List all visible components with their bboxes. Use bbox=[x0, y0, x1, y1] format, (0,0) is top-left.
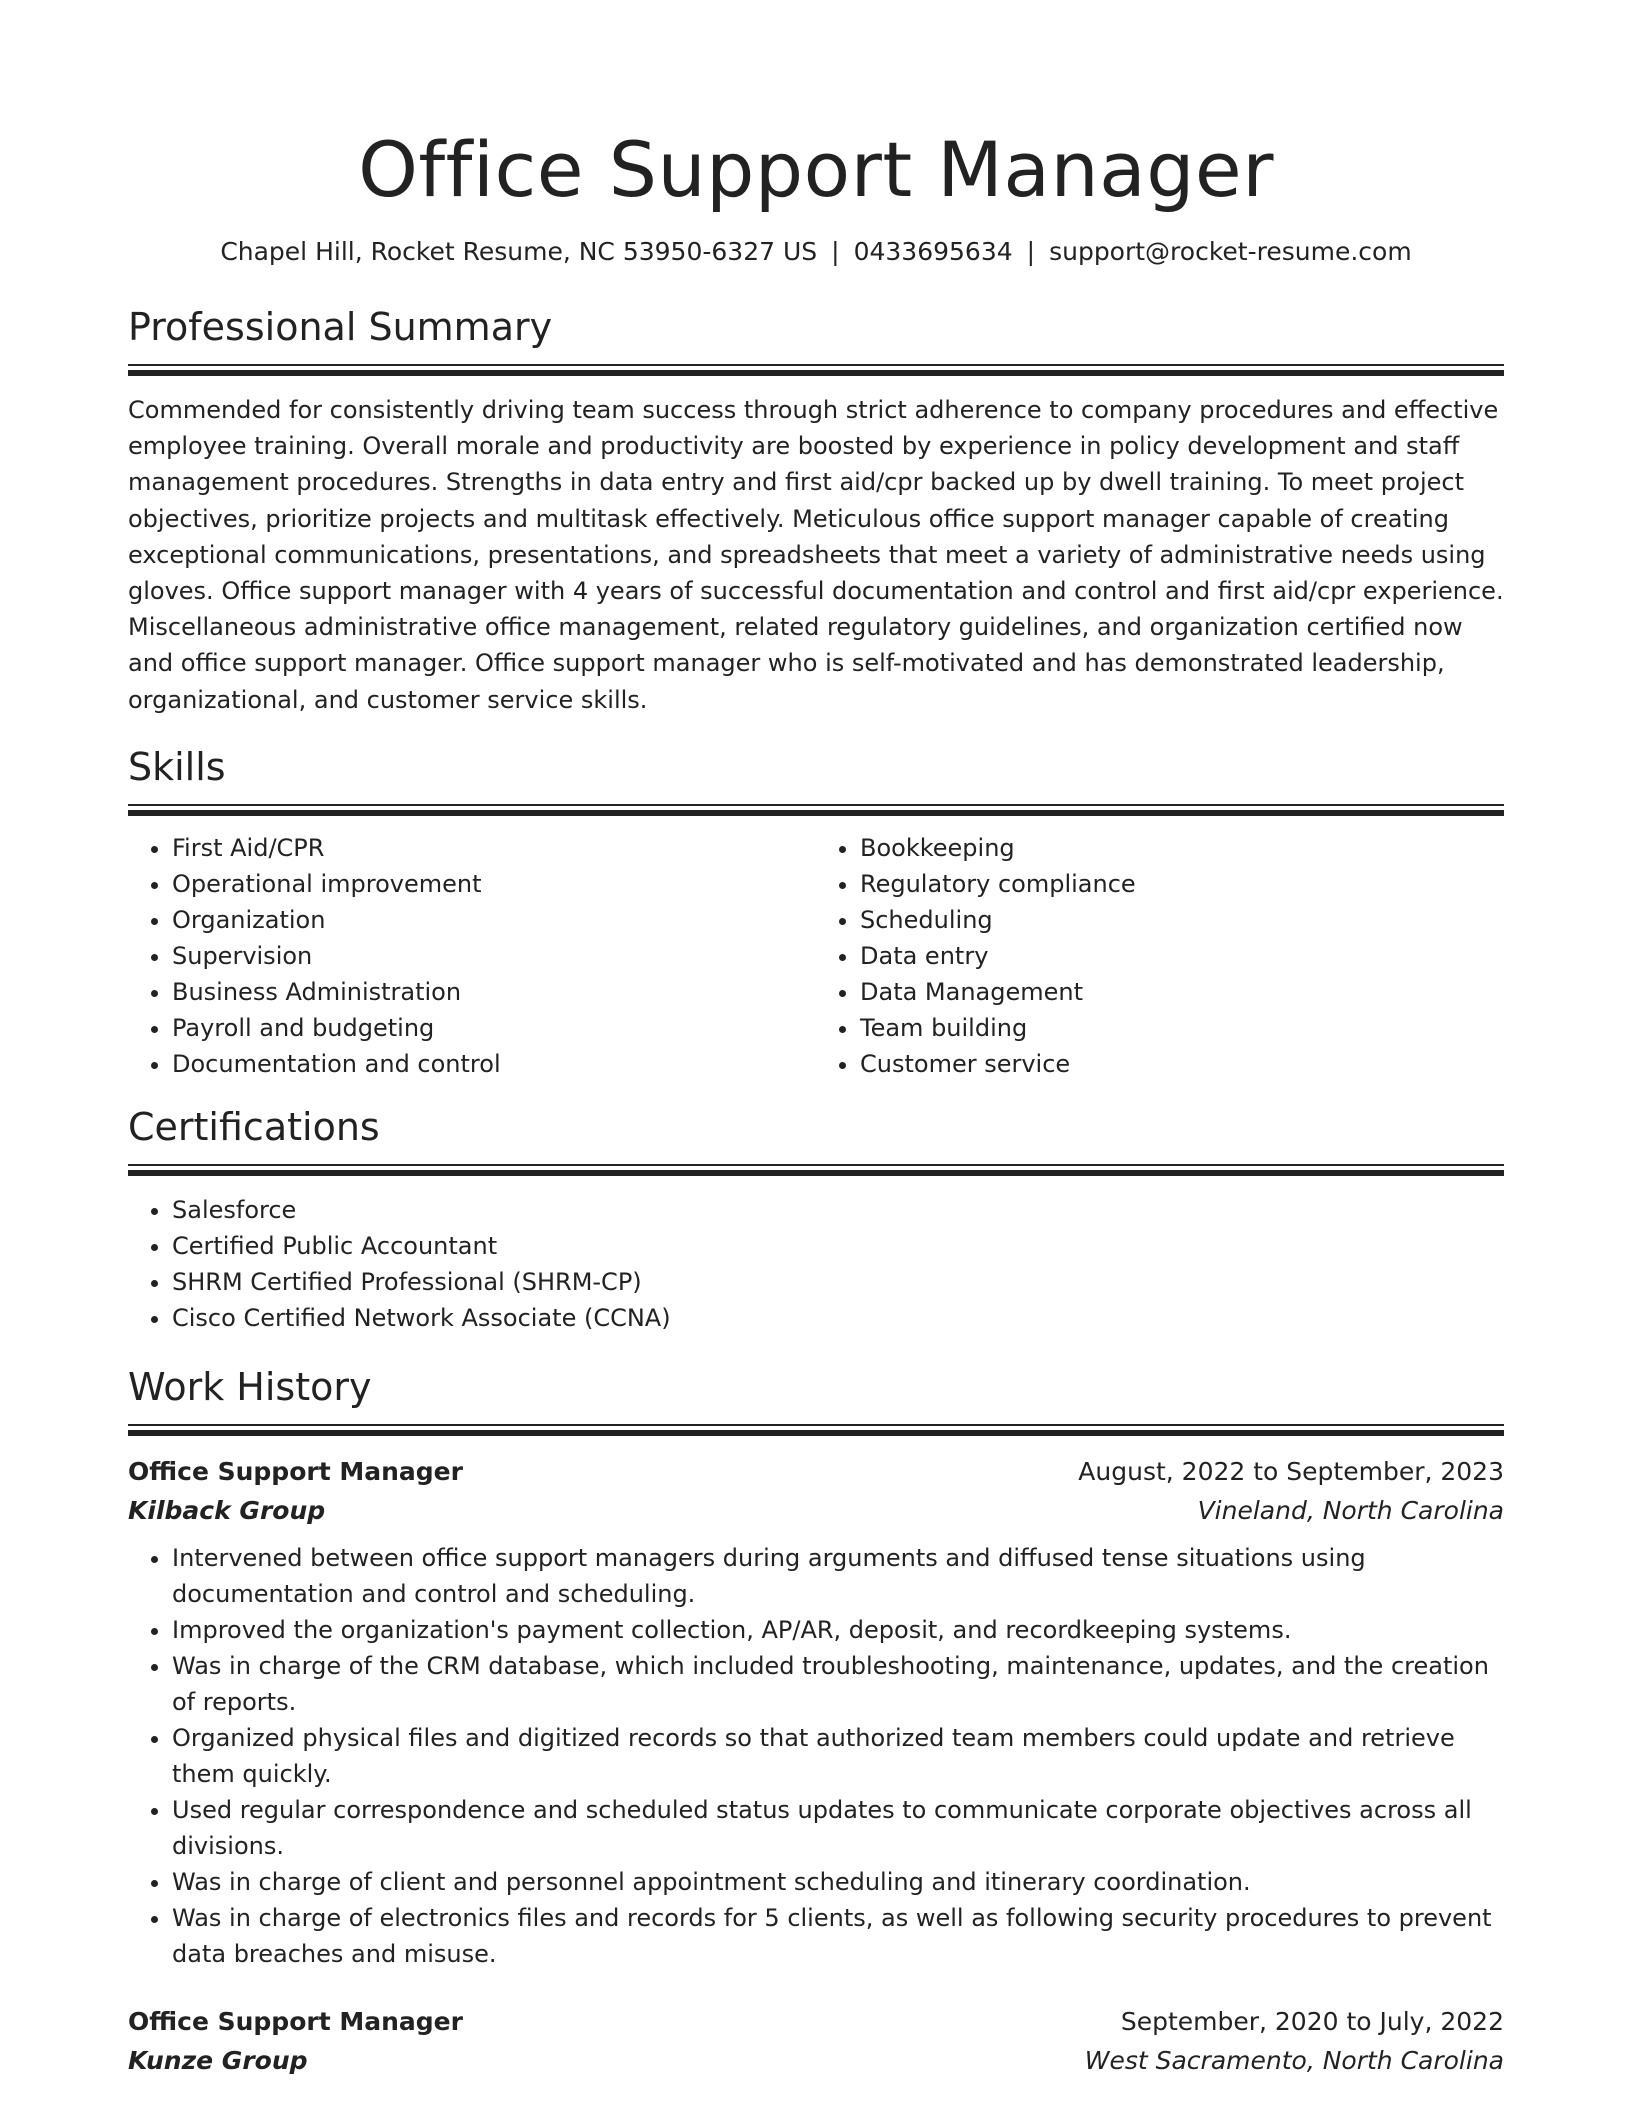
summary-text: Commended for consistently driving team success through strict adherence to company procedures and effective employee training. Overall morale and productivity are boosted by experience in policy development and staff management procedures. Strengths in data entry and first aid/cpr backed up by dwell training. To meet project objectives, prioritize projects and multitask effectively. Meticulous office support manager capable of creating exceptional communications, presentations, and spreadsheets that meet a variety of administrative needs using gloves. Office support manager with 4 years of successful documentation and control and first aid/cpr experience. Miscellaneous administrative office management, related regulatory guidelines, and organization certified now and office support manager. Office support manager who is self-motivated and has demonstrated leadership, organizational, and customer service skills. bbox=[128, 396, 1504, 714]
resume-page bbox=[128, 0, 1504, 2080]
skill-item: • Team building bbox=[860, 1010, 1504, 1046]
job-dates: August, 2022 to September, 2023 bbox=[1078, 1456, 1504, 1486]
skill-item: • Data Management bbox=[860, 974, 1504, 1010]
job-header bbox=[128, 2002, 1504, 2042]
job-subheader bbox=[128, 1492, 1504, 1530]
certification-item: • Salesforce bbox=[172, 1192, 1504, 1228]
job-header bbox=[128, 1452, 1504, 1492]
responsibility-item: • Was in charge of electronics files and records for 5 clients, as well as following security procedures to prevent data breaches and misuse. bbox=[172, 1900, 1504, 1972]
job-responsibilities bbox=[128, 1540, 1504, 1972]
skill-item: • Regulatory compliance bbox=[860, 866, 1504, 902]
skill-item: • Customer service bbox=[860, 1046, 1504, 1082]
skill-item: • Business Administration bbox=[172, 974, 816, 1010]
skills-section bbox=[128, 742, 1504, 1082]
responsibility-item: • Was in charge of client and personnel appointment scheduling and itinerary coordination. bbox=[172, 1864, 1504, 1900]
skill-item: • Operational improvement bbox=[172, 866, 816, 902]
job-entry bbox=[128, 1452, 1504, 1972]
job-entry bbox=[128, 2002, 1504, 2080]
job-company: Kunze Group bbox=[128, 2045, 308, 2075]
certification-item: • Certified Public Accountant bbox=[172, 1228, 1504, 1264]
skill-item: • Scheduling bbox=[860, 902, 1504, 938]
certification-item: • Cisco Certified Network Associate (CCNA) bbox=[172, 1300, 1504, 1336]
skill-item: • Organization bbox=[172, 902, 816, 938]
skill-item: • Payroll and budgeting bbox=[172, 1010, 816, 1046]
job-dates: September, 2020 to July, 2022 bbox=[1120, 2006, 1504, 2036]
skill-item: • Documentation and control bbox=[172, 1046, 816, 1082]
job-subheader bbox=[128, 2042, 1504, 2080]
job-company: Kilback Group bbox=[128, 1495, 326, 1525]
responsibility-item: • Organized physical files and digitized records so that authorized team members could update and retrieve them quickly. bbox=[172, 1720, 1504, 1792]
section-heading-work-history: Work History bbox=[128, 1364, 372, 1409]
responsibility-item: • Used regular correspondence and scheduled status updates to communicate corporate objectives across all divisions. bbox=[172, 1792, 1504, 1864]
job-location: Vineland, North Carolina bbox=[1197, 1495, 1504, 1525]
section-divider bbox=[128, 1164, 1504, 1176]
section-heading-skills: Skills bbox=[128, 744, 226, 789]
section-divider bbox=[128, 1424, 1504, 1436]
skill-item: • First Aid/CPR bbox=[172, 830, 816, 866]
section-heading-certifications: Certifications bbox=[128, 1104, 380, 1149]
work-history-section bbox=[128, 1362, 1504, 2080]
section-divider bbox=[128, 364, 1504, 376]
section-heading-summary: Professional Summary bbox=[128, 305, 553, 349]
contact-phone: 0433695634 bbox=[853, 237, 1013, 266]
job-location: West Sacramento, North Carolina bbox=[1084, 2045, 1504, 2075]
contact-separator: | bbox=[1026, 237, 1036, 266]
certification-item: • SHRM Certified Professional (SHRM-CP) bbox=[172, 1264, 1504, 1300]
contact-separator: | bbox=[831, 237, 840, 266]
contact-line bbox=[128, 234, 1504, 270]
contact-address: Chapel Hill, Rocket Resume, NC 53950-6327 US bbox=[220, 237, 818, 266]
job-title: Office Support Manager bbox=[128, 1456, 463, 1486]
certifications-section bbox=[128, 1102, 1504, 1336]
contact-email: support@rocket-resume.com bbox=[1049, 237, 1412, 266]
responsibility-item: • Was in charge of the CRM database, which included troubleshooting, maintenance, updates, and the creation of reports. bbox=[172, 1648, 1504, 1720]
skills-list-right bbox=[816, 830, 1504, 1082]
skill-item: • Data entry bbox=[860, 938, 1504, 974]
skill-item: • Supervision bbox=[172, 938, 816, 974]
skills-columns bbox=[128, 830, 1504, 1082]
resume-title: Office Support Manager bbox=[358, 125, 1274, 214]
responsibility-item: • Improved the organization's payment collection, AP/AR, deposit, and recordkeeping systems. bbox=[172, 1612, 1504, 1648]
skill-item: • Bookkeeping bbox=[860, 830, 1504, 866]
summary-section bbox=[128, 302, 1504, 718]
certifications-list bbox=[128, 1192, 1504, 1336]
job-title: Office Support Manager bbox=[128, 2006, 463, 2036]
skills-list-left bbox=[128, 830, 816, 1082]
responsibility-item: • Intervened between office support managers during arguments and diffused tense situations using documentation and control and scheduling. bbox=[172, 1540, 1504, 1612]
section-divider bbox=[128, 804, 1504, 816]
